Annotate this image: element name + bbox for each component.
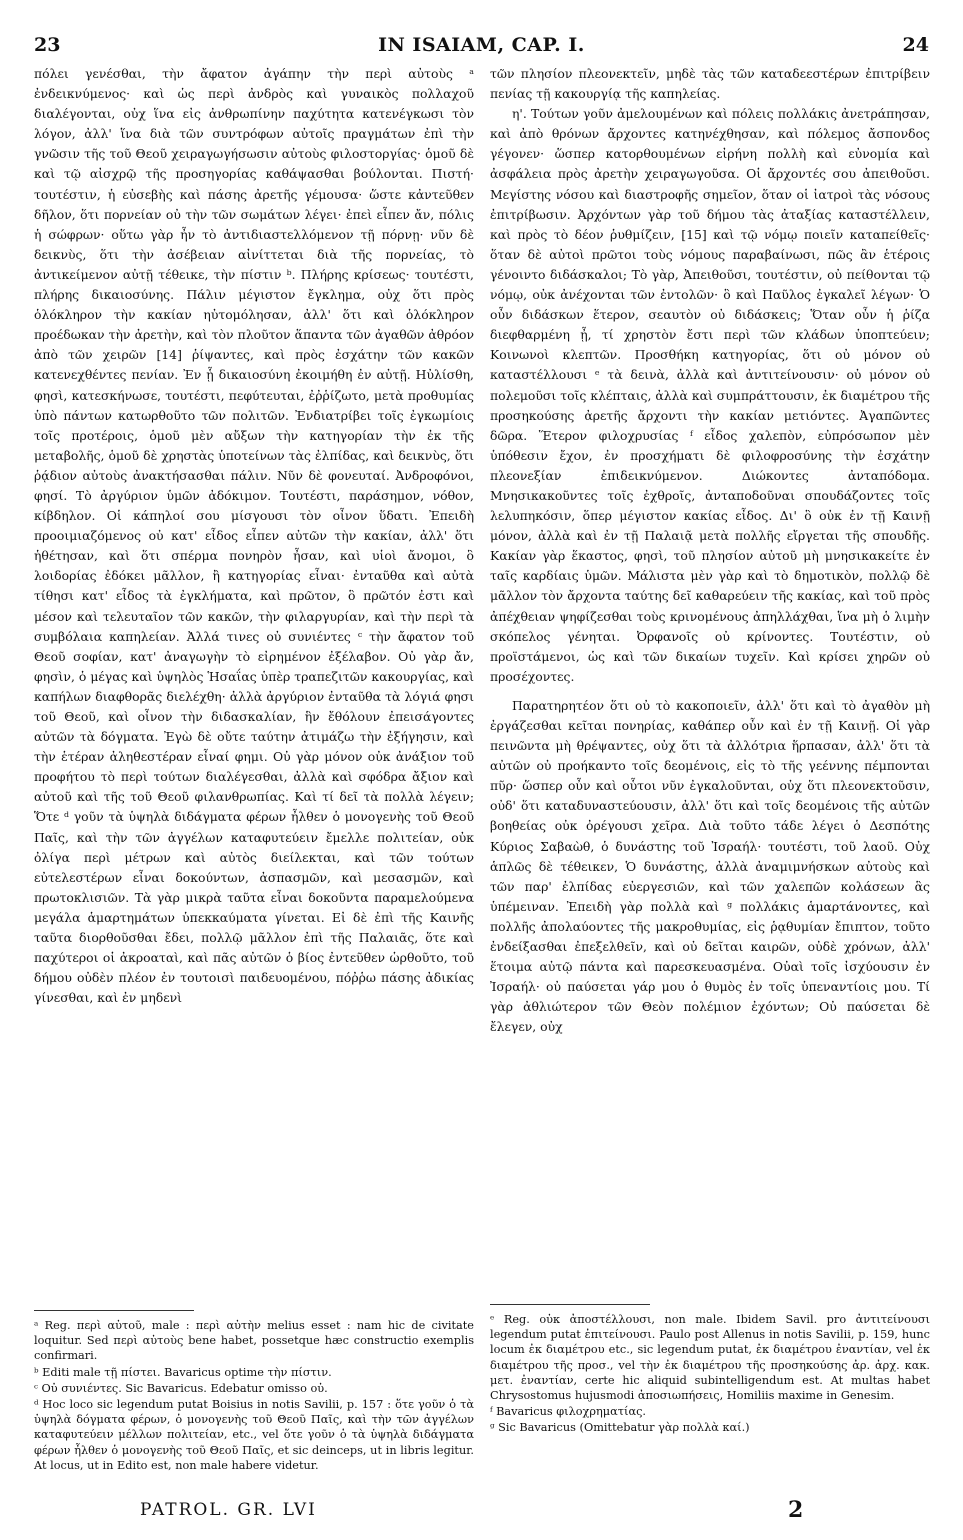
running-header (34, 28, 929, 56)
footnote-c: ᶜ Οὐ συνιέντες. Sic Bavaricus. Edebatur omisso οὐ. (34, 1381, 328, 1395)
right-paragraph: τῶν πλησίον πλεονεκτεῖν, μηδὲ τὰς τῶν καταδεεστέρων ἐπιτρίβειν πενίας τῇ κακουργίᾳ τῆς καπηλείας. (490, 66, 930, 102)
footnote-b: ᵇ Editi male τῇ πίστει. Bavaricus optime τὴν πίστιν. (34, 1365, 332, 1379)
footnote-a: ᵃ Reg. περὶ αὐτοῦ, male : περὶ αὐτὴν melius esset : nam hic de civitate loquitur. Sed περὶ αὐτοὺς bene habet, possetque hæc constructio exemplis confirmari. (34, 1319, 474, 1363)
right-footnotes (490, 1312, 930, 1437)
left-paragraph: πόλει γενέσθαι, τὴν ἄφατον ἀγάπην τὴν περὶ αὐτοὺς ᵃ ἐνδεικνύμενος· καὶ ὡς περὶ ἀνδρὸς καὶ γυναικὸς πολλαχοῦ διαλέγονται, οὐχ ἵνα εἰς ἀνθρωπίνην παχύτητα κατενέγκωσι τὸν λόγον, ἀλλ' ἵνα διὰ τῶν συντρόφων αὐτοῖς πραγμάτων ἐπὶ τὴν γνῶσιν τῆς τοῦ Θεοῦ χειραγωγήσωσιν αὐτοὺς φιλοστοργίας· ὁμοῦ δὲ καὶ τῷ αἰσχρῷ τῆς προσηγορίας καθάψασθαι βούλονται. Πιστή· τουτέστιν, ἡ εὐσεβὴς καὶ πάσης ἀρετῆς γέμουσα· ὥστε κἀντεῦθεν δῆλον, ὅτι πορνείαν οὐ τὴν τῶν σωμάτων λέγει· ἐπεὶ εἶπεν ἄν, πόλις ἡ σώφρων· οὕτω γὰρ ἦν τὸ ἀντιδιαστελλόμενον τῇ πόρνῃ· νῦν δὲ δεικνὺς, ὅτι τὴν ἀσέβειαν αἰνίττεται διὰ τῆς πορνείας, τὸ ἀντικείμενον αὐτῇ τέθεικε, τὴν πίστιν ᵇ. Πλήρης κρίσεως· τουτέστι, πλήρης δικαιοσύνης. Πάλιν μέγιστον ἔγκλημα, οὐχ ὅτι πρὸς ὁλόκληρον τὴν κακίαν ηὐτομόλησαν, ἀλλ' ὅτι καὶ ὁλόκληρον προέδωκαν τὴν ἀρετὴν, καὶ τὸν πλοῦτον ἅπαντα τῶν ἀγαθῶν ἀθρόον ἀπὸ τῶν χειρῶν [14] ῥίψαντες, καὶ πρὸς ἐσχάτην τῶν κακῶν κατενεχθέντες πενίαν. Ἐν ᾗ δικαιοσύνη ἐκοιμήθη ἐν αὐτῇ. Ηὐλίσθη, φησὶ, κατεσκήνωσε, τουτέστι, πεφύτευται, ἐῤῥίζωτο, μετὰ προθυμίας ὑπὸ πάντων κατωρθοῦτο τῶν πολιτῶν. Ἐνδιατρίβει τοῖς ἐγκωμίοις τοῖς προτέροις, ὁμοῦ μὲν αὔξων τὴν κατηγορίαν τὴν ἐκ τῆς μεταβολῆς, ὁμοῦ δὲ χρηστὰς ὑποτείνων τὰς ἐλπίδας, καὶ δεικνὺς, ὅτι ῥᾴδιον αὐτοὺς ἀνακτήσασθαι πάλιν. Νῦν δὲ φονευταί. Ἀνδροφόνοι, φησί. Τὸ ἀργύριον ὑμῶν ἀδόκιμον. Τουτέστι, παράσημον, νόθον, κίβδηλον. Οἱ κάπηλοί σου μίσγουσι τὸν οἶνον ὕδατι. Ἐπειδὴ προοιμιαζόμενος οὐ κατ' εἶδος εἶπεν αὐτῶν τὴν κακίαν, ἀλλ' ὅτι ἡθέτησαν, καὶ ὅτι σπέρμα πονηρὸν ἦσαν, καὶ υἱοὶ ἄνομοι, ὃ λοιδορίας ἐδόκει μᾶλλον, ἢ κατηγορίας εἶναι· ἐνταῦθα καὶ αὐτὰ τίθησι κατ' εἶδος τὰ ἐγκλήματα, καὶ πρῶτον, ὃ πρῶτόν ἐστι καὶ μέσον καὶ τελευταῖον τῶν κακῶν, τὴν φιλαργυρίαν, καὶ τὴν περὶ τὰ συμβόλαια καπηλείαν. Ἀλλά τινες οὐ συνιέντες ᶜ τὴν ἄφατον τοῦ Θεοῦ σοφίαν, κατ' ἀναγωγὴν τὸ εἰρημένον ἐξέλαβον. Οὐ γὰρ ἄν, φησὶν, ὁ μέγας καὶ ὑψηλὸς Ἡσαΐας ὑπὲρ τραπεζιτῶν κακουργίας, καὶ καπήλων διαφθορᾶς διελέχθη· ἀλλὰ ἀργύριον ἐνταῦθα τὰ λόγιά φησι τοῦ Θεοῦ, καὶ οἶνον τὴν διδασκαλίαν, ἣν ἔθόλουν ἐπεισάγοντες αὐτῶν τὰ δόγματα. Ἐγὼ δὲ οὔτε ταύτην ἀτιμάζω τὴν ἐξήγησιν, καὶ τὴν ἑτέραν ἀληθεστέραν εἶναί φημι. Οὐ γὰρ μόνον οὐκ ἀνάξιον τοῦ προφήτου τὸ περὶ τούτων διαλέγεσθαι, ἀλλὰ καὶ σφόδρα ἄξιον καὶ αὐτοῦ καὶ τῆς τοῦ Θεοῦ φιλανθρωπίας. Καὶ τί δεῖ τὰ πολλὰ λέγειν; Ὅτε ᵈ γοῦν τὰ ὑψηλὰ διδάγματα φέρων ἦλθεν ὁ μονογενὴς τοῦ Θεοῦ Παῖς, καὶ τὴν τῶν ἀγγέλων καταφυτεύειν ἔμελλε πολιτείαν, οὐκ ὀλίγα περὶ μέτρων καὶ αὐτὸς διείλεκται, καὶ τῶν τούτων εὐτελεστέρων εἶναι δοκούντων, ἀσπασμῶν, καὶ μεσασμῶν, καὶ πρωτοκλισιῶν. Τὰ γὰρ μικρὰ ταῦτα εἶναι δοκοῦντα παραμελούμενα μεγάλα ἁμαρτημάτων ὑπεκκαύματα γίνεται. Εἰ δὲ ἐπὶ τῆς Καινῆς ταῦτα διορθοῦσθαι ἔδει, πολλῷ μᾶλλον ἐπὶ τῆς Παλαιᾶς, ὅτε καὶ παχύτεροι οἱ ἀκροαταὶ, καὶ πᾶς αὐτῶν ὁ βίος ἐντεῦθεν ὡρθοῦτο, τοῦ δήμου οὐδὲν πλέον ἐν τουτοισὶ παιδευομένου, πόῤῥω πάσης ἀδικίας γίνεσθαι, καὶ ἐν μηδενὶ (34, 66, 474, 1006)
running-title: IN ISAIAM, CAP. I. (378, 34, 585, 56)
left-text-column (34, 64, 474, 1008)
left-footnotes (34, 1318, 474, 1474)
sheet-number: 2 (788, 1497, 804, 1523)
printer-signature: PATROL. GR. LVI (140, 1500, 317, 1520)
footnote-rule (34, 1310, 194, 1311)
footnote-e: ᵉ Reg. οὐκ ἀποστέλλουσι, non male. Ibidem Savil. pro ἀντιτείνουσι legendum putat ἐπιτείνουσι. Paulo post Allenus in notis Savilii, p. 159, hunc locum ἐκ διαμέτρου etc., sic legendum putat, ἐκ διαμέτρου ἐναντίαν, vel ἐκ διαμέτρου τῆς προσ., vel τὴν ἐκ διαμέτρου τῆς προσηκούσης ἀρ. ἀρχ. κακ. μετ. ἐναντίαν, certe hic aliquid subintelligendum est. At multas habet Chrysostomus hujusmodi ἀποσιωπήσεις, Homiliis maxime in Genesim. (490, 1313, 930, 1403)
left-page-number: 23 (34, 34, 61, 56)
right-page-number: 24 (902, 34, 929, 56)
footnote-d: ᵈ Hoc loco sic legendum putat Boisius in notis Savilii, p. 157 : ὅτε γοῦν ὁ τὰ ὑψηλὰ δόγματα φέρων, ὁ μονογενὴς τοῦ Θεοῦ Παῖς, καὶ τὴν τῶν ἀγγέλων καταφυτεύειν μέλλων πολιτείαν, etc., vel ὅτε γοῦν ὁ τὰ ὑψηλὰ διδάγματα φέρων ἦλθεν ὁ μονογενὴς τοῦ Θεοῦ Παῖς, et sic deinceps, ut in libris legitur. At locus, ut in Edito est, non male habere videtur. (34, 1398, 474, 1472)
footnote-f: ᶠ Bavaricus φιλοχρηματίας. (490, 1405, 647, 1419)
right-paragraph-section-8: η'. Τούτων γοῦν ἀμελουμένων καὶ πόλεις πολλάκις ἀνετράπησαν, καὶ ἀπὸ θρόνων ἄρχοντες κατηνέχθησαν, καὶ πόλεμος ἄσπονδος γέγονεν· ὥσπερ κατορθουμένων εἰρήνη πολλὴ καὶ εὐνομία καὶ ἀσφάλεια πρὸς ἀρετὴν χειραγωγοῦσα. Οἱ ἄρχοντές σου ἀπειθοῦσι. Μεγίστης νόσου καὶ διαστροφῆς σημεῖον, ὅταν οἱ ἰατροὶ τὰς νόσους ἐπιτρίβωσιν. Ἀρχόντων γὰρ τοῦ δήμου τὰς ἀταξίας καταστέλλειν, καὶ πρὸς τὸ δέον ῥυθμίζειν, [15] καὶ τῷ νόμῳ ποιεῖν καταπείθεῖς· ὅταν δὲ αὐτοὶ πρῶτοι τοὺς νόμους παραβαίνωσι, πῶς ἂν ἑτέροις γένοιντο διδάσκαλοι; Τὸ γὰρ, Ἀπειθοῦσι, τουτέστιν, οὐ πείθονται τῷ νόμῳ, οὐκ ἀνέχονται τῶν ἐντολῶν· ὃ καὶ Παῦλος ἐγκαλεῖ λέγων· Ὁ οὖν διδάσκων ἕτερον, σεαυτὸν οὐ διδάσκεις; Ὅταν οὖν ἡ ῥίζα διεφθαρμένη ᾖ, τί χρηστὸν ἔστι περὶ τῶν κλάδων ὑποπτεύειν; Κοινωνοὶ κλεπτῶν. Προσθήκη κατηγορίας, ὅτι οὐ μόνον οὐ καταστέλλουσι ᵉ τὰ δεινὰ, ἀλλὰ καὶ ἀντιτείνουσιν· οὐ μόνον οὐ πολεμοῦσι τοῖς κλέπταις, ἀλλὰ καὶ συμπράττουσιν, ἐκ διαμέτρου τῆς προσηκούσης ἀρετῆς ἄρχοντι τὴν κακίαν μετιόντες. Ἀγαπῶντες δῶρα. Ἕτερον φιλοχρυσίας ᶠ εἶδος χαλεπὸν, εὐπρόσωπον μὲν ὑπόθεσιν ἔχον, ἐν προσχήματι δὲ φιλοφροσύνης τὴν ἐσχάτην πλεονεξίαν ἐπιδεικνύμενον. Διώκοντες ἀνταπόδομα. Μνησικακοῦντες τοῖς ἐχθροῖς, ἀνταποδοῦναι σπουδάζοντες τοῖς λελυπηκόσιν, ὅπερ μέγιστον κακίας εἶδος. Δι' ὃ οὐκ ἐν τῇ Καινῇ μόνον, ἀλλὰ καὶ ἐν τῇ Παλαιᾷ μετὰ πολλῆς εἴργεται τῆς σπουδῆς. Κακίαν γὰρ ἕκαστος, φησὶ, τοῦ πλησίον αὐτοῦ μὴ μνησικακείτε ἐν ταῖς καρδίαις ὑμῶν. Μάλιστα μὲν γὰρ καὶ τὸ δημοτικὸν, πολλῷ δὲ μᾶλλον τὸν ἄρχοντα ταύτης δεῖ καθαρεύειν τῆς κακίας, καὶ τοῦ πρὸς ἀπέχθειαν ψηφίζεσθαι τοὺς κρινομένους ἀπηλλάχθαι, ἵνα μὴ ὁ λιμὴν σκόπελος γένηται. Ὀρφανοῖς οὐ κρίνοντες. Τουτέστιν, οὐ προϊστάμενοι, ὡς καὶ τῶν δικαίων τυχεῖν. Καὶ κρίσει χηρῶν οὐ προσέχοντες. (490, 106, 930, 684)
footnote-rule (490, 1304, 650, 1305)
right-paragraph: Παρατηρητέον ὅτι οὐ τὸ κακοποιεῖν, ἀλλ' ὅτι καὶ τὸ ἀγαθὸν μὴ ἐργάζεσθαι κεῖται πονηρίας, καθάπερ οὖν καὶ ἐν τῇ Καινῇ. Οἱ γὰρ πεινῶντα μὴ θρέψαντες, οὐχ ὅτι τὰ ἀλλότρια ἥρπασαν, ἀλλ' ὅτι τὰ αὐτῶν οὐ προήκαντο τοῖς δεομένοις, εἰς τὸ τῆς γεέννης πέμπονται πῦρ· ὥσπερ οὖν καὶ οὗτοι νῦν ἐγκαλοῦνται, οὐχ ὅτι πλεονεκτοῦσιν, οὐδ' ὅτι καταδυναστεύουσιν, ἀλλ' ὅτι καὶ τοῖς δεομένοις τῆς αὐτῶν βοηθείας οὐκ ὀρέγουσι χεῖρα. Διὰ τοῦτο τάδε λέγει ὁ Δεσπότης Κύριος Σαβαὼθ, ὁ δυνάστης τοῦ Ἰσραήλ· τουτέστι, τοῦ λαοῦ. Οὐχ ἁπλῶς δὲ τέθεικεν, Ὁ δυνάστης, ἀλλὰ ἀναμιμνήσκων αὐτοὺς καὶ τῶν παρ' ἐλπίδας εὐεργεσιῶν, καὶ τῶν χαλεπῶν κολάσεων ἃς ὑπέμειναν. Ἐπειδὴ γὰρ πολλὰ καὶ ᵍ πολλάκις ἁμαρτάνοντες, καὶ πολλῆς ἀπολαύοντες τῆς μακροθυμίας, εἰς ῥᾳθυμίαν ἔπιπτον, τοῦτο ἐνδείξασθαι ἐπεξελθεῖν, καὶ οὐ δεῖται καιρῶν, οὐδὲ χρόνων, ἀλλ' ἕτοιμα αὐτῷ πάντα καὶ παρεσκευασμένα. Οὐαὶ τοῖς ἰσχύουσιν ἐν Ἰσραήλ· οὐ παύσεται γάρ μου ὁ θυμὸς ἐν τοῖς ὑπεναντίοις μου. Τί γὰρ ἀθλιώτερον τῶν Θεὸν πολέμιον ἐχόντων; Οὐ παύσεται δὲ ἔλεγεν, οὐχ (490, 697, 930, 1035)
footnote-g: ᵍ Sic Bavaricus (Omittebatur γὰρ πολλὰ καί.) (490, 1421, 750, 1435)
paragraph-gap (490, 687, 930, 696)
right-text-column (490, 64, 930, 1038)
